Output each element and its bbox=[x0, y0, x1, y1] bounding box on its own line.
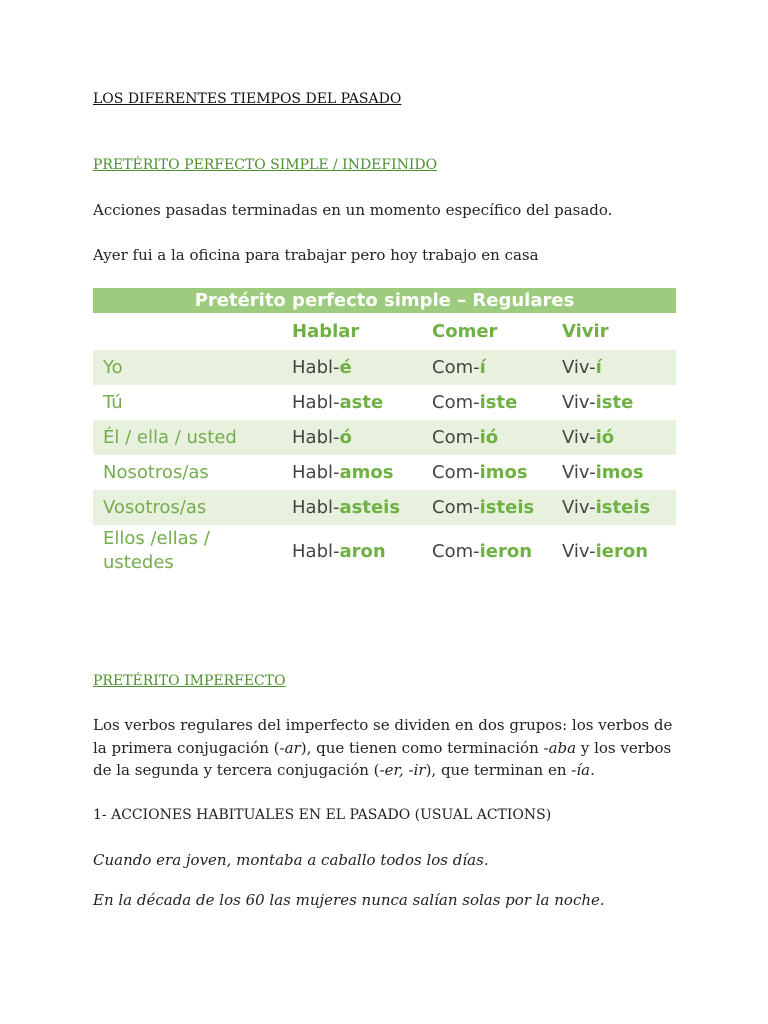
definition-text: Acciones pasadas terminadas en un momento específico del pasado. bbox=[93, 201, 613, 219]
form-cell bbox=[422, 350, 552, 385]
usage-subheading: 1- ACCIONES HABITUALES EN EL PASADO (USUAL ACTIONS) bbox=[93, 807, 552, 823]
verb-stem: Habl- bbox=[292, 392, 340, 413]
form-cell bbox=[422, 490, 552, 525]
text-run: ), que terminan en bbox=[425, 761, 572, 779]
verb-stem: Com- bbox=[432, 462, 480, 483]
verb-ending: í bbox=[595, 357, 602, 378]
table-row bbox=[93, 385, 676, 420]
pronoun-cell: Nosotros/as bbox=[103, 461, 209, 483]
verb-stem: Habl- bbox=[292, 357, 340, 378]
text-run: y los verbos de la segunda y tercera conjugación ( bbox=[93, 738, 672, 779]
verb-ending: ió bbox=[479, 427, 499, 448]
verb-ending: iste bbox=[595, 392, 634, 413]
pronoun-line: Ellos /ellas / bbox=[103, 528, 210, 549]
pronoun-cell: Él / ella / usted bbox=[93, 420, 282, 455]
verb-ending: ieron bbox=[595, 540, 649, 562]
verb-stem: Habl- bbox=[292, 427, 340, 448]
form-cell bbox=[282, 350, 422, 385]
verb-header-vivir: Vivir bbox=[562, 321, 609, 342]
form-cell bbox=[282, 525, 422, 577]
verb-ending: é bbox=[339, 357, 352, 378]
example-sentence: Ayer fui a la oficina para trabajar pero hoy trabajo en casa bbox=[93, 246, 539, 264]
form-cell bbox=[552, 525, 676, 577]
verb-stem: Habl- bbox=[292, 540, 340, 562]
section-heading-indefinido: PRETÉRITO PERFECTO SIMPLE / INDEFINIDO bbox=[93, 157, 438, 173]
conjugation-table bbox=[93, 288, 676, 577]
form-cell bbox=[422, 525, 552, 577]
ending-er-ir: -er, -ir bbox=[379, 761, 426, 779]
verb-stem: Habl- bbox=[292, 462, 340, 483]
verb-ending: imos bbox=[479, 462, 528, 483]
pronoun-cell: Vosotros/as bbox=[93, 490, 282, 525]
verb-stem: Viv- bbox=[562, 462, 596, 483]
verb-ending: isteis bbox=[479, 497, 535, 518]
imperfect-explanation bbox=[93, 714, 673, 782]
empty-header-cell bbox=[93, 313, 282, 350]
verb-ending: ió bbox=[595, 427, 615, 448]
example-sentence-2: En la década de los 60 las mujeres nunca salían solas por la noche. bbox=[93, 891, 605, 909]
verb-ending: ieron bbox=[479, 540, 533, 562]
example-sentence-1: Cuando era joven, montaba a caballo todos los días. bbox=[93, 851, 489, 869]
verb-header-comer: Comer bbox=[432, 321, 498, 342]
form-cell bbox=[422, 420, 552, 455]
verb-ending: aste bbox=[339, 392, 384, 413]
table-row bbox=[93, 350, 676, 385]
verb-stem: Com- bbox=[432, 392, 480, 413]
verb-ending: isteis bbox=[595, 497, 651, 518]
verb-stem: Viv- bbox=[562, 497, 596, 518]
verb-stem: Viv- bbox=[562, 392, 596, 413]
table-row bbox=[93, 490, 676, 525]
verb-ending: imos bbox=[595, 462, 644, 483]
verb-header-row bbox=[93, 313, 676, 350]
pronoun-cell: Yo bbox=[93, 350, 282, 385]
verb-ending: iste bbox=[479, 392, 518, 413]
verb-ending: asteis bbox=[339, 497, 401, 518]
verb-stem: Viv- bbox=[562, 540, 596, 562]
verb-header-hablar: Hablar bbox=[292, 321, 360, 342]
table-title: Pretérito perfecto simple – Regulares bbox=[93, 288, 676, 313]
text-run: ), que tienen como terminación bbox=[300, 738, 544, 757]
pronoun-line: ustedes bbox=[103, 552, 174, 573]
form-cell bbox=[552, 455, 676, 490]
verb-stem: Habl- bbox=[292, 497, 340, 518]
pronoun-cell bbox=[93, 525, 282, 577]
pronoun-cell: Tú bbox=[103, 391, 123, 413]
verb-ending: ó bbox=[339, 427, 352, 448]
text-run: . bbox=[590, 761, 595, 779]
form-cell bbox=[282, 385, 422, 420]
form-cell bbox=[552, 420, 676, 455]
table-title-row bbox=[93, 288, 676, 313]
verb-stem: Com- bbox=[432, 497, 480, 518]
verb-stem: Com- bbox=[432, 357, 480, 378]
verb-stem: Com- bbox=[432, 540, 480, 562]
verb-stem: Viv- bbox=[562, 427, 596, 448]
table-row bbox=[93, 455, 676, 490]
form-cell bbox=[282, 420, 422, 455]
verb-ending: aron bbox=[339, 540, 386, 562]
ending-ia: -ía bbox=[571, 761, 591, 779]
table-row bbox=[93, 525, 676, 577]
form-cell bbox=[552, 350, 676, 385]
verb-stem: Com- bbox=[432, 427, 480, 448]
section-heading-imperfecto: PRETÉRITO IMPERFECTO bbox=[93, 673, 286, 689]
verb-ending: amos bbox=[339, 462, 394, 483]
form-cell bbox=[282, 490, 422, 525]
form-cell bbox=[552, 490, 676, 525]
ending-ar: -ar bbox=[279, 738, 301, 757]
document-title: LOS DIFERENTES TIEMPOS DEL PASADO bbox=[93, 91, 402, 107]
form-cell bbox=[422, 385, 552, 420]
form-cell bbox=[282, 455, 422, 490]
form-cell bbox=[552, 385, 676, 420]
text-run: Los verbos regulares del imperfecto se dividen en dos grupos: los verbos de la primera conjugación ( bbox=[93, 716, 673, 757]
ending-aba: -aba bbox=[543, 738, 577, 757]
form-cell bbox=[422, 455, 552, 490]
verb-stem: Viv- bbox=[562, 357, 596, 378]
verb-ending: í bbox=[479, 357, 486, 378]
table-row bbox=[93, 420, 676, 455]
